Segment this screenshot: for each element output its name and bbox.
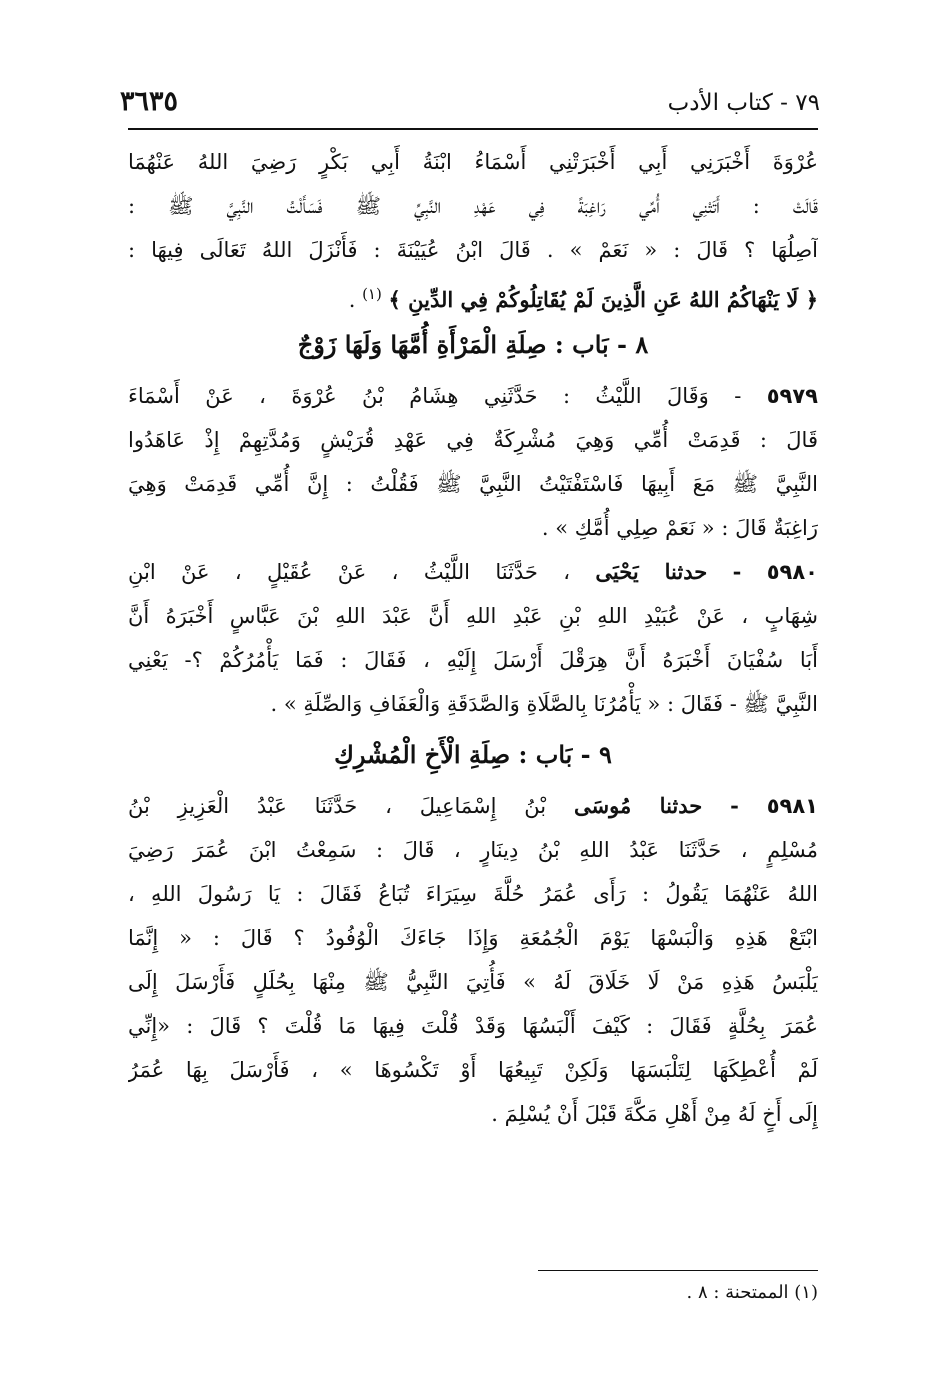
hadith-text: بْنُ إِسْمَاعِيلَ ، حَدَّثَنَا عَبْدُ الْعَزِيزِ بْنُ bbox=[128, 794, 547, 818]
chapter-title: ٧٩ - كتاب الأدب bbox=[667, 90, 820, 116]
hadith-text: - وَقَالَ اللَّيْثُ : حَدَّثَنِي هِشَامُ بْنُ عُرْوَةَ ، عَنْ أَسْمَاءَ bbox=[128, 384, 742, 408]
text-line: عُمَرَ بِحُلَّةٍ فَقَالَ : كَيْفَ أَلْبَسُهَا وَقَدْ قُلْتَ فِيهَا مَا قُلْتَ ؟ قَالَ : «إِنِّي bbox=[128, 1014, 818, 1038]
header-rule bbox=[128, 128, 818, 130]
chapter-heading-8: ٨ - بَاب : صِلَةِ الْمَرْأَةِ أُمَّهَا وَلَهَا زَوْجٌ bbox=[297, 330, 649, 359]
text-line: آصِلُهَا ؟ قَالَ : « نَعَمْ » . قَالَ ابْنُ عُيَيْنَةَ : فَأَنْزَلَ اللهُ تَعَالَى فِيهَا : bbox=[128, 238, 818, 262]
text-line: النَّبِيَّ ﷺ - فَقَالَ : « يَأْمُرُنَا بِالصَّلَاةِ وَالصَّدَقَةِ وَالْعَفَافِ وَالصِّلَةِ » . bbox=[270, 692, 818, 716]
hadith-5980-first-line bbox=[128, 550, 818, 594]
hadith-number: ٥٩٨١ bbox=[766, 794, 818, 818]
footnote-marker: (١) bbox=[362, 285, 382, 303]
hadith-number: ٥٩٧٩ bbox=[766, 384, 818, 408]
hadith-narrator: حدثنا يَحْيَى bbox=[595, 559, 708, 584]
verse-end-mark: . bbox=[348, 288, 356, 312]
text-line: اللهُ عَنْهُمَا يَقُولُ : رَأَى عُمَرُ حُلَّةَ سِيَرَاءَ تُبَاعُ فَقَالَ : يَا رَسُولَ اللهِ ، bbox=[128, 882, 818, 906]
footnote-rule bbox=[538, 1270, 818, 1271]
text-line: أَبَا سُفْيَانَ أَخْبَرَهُ أَنَّ هِرَقْلَ أَرْسَلَ إِلَيْهِ ، فَقَالَ : فَمَا يَأْمُرُكُمْ ؟- يَعْنِي bbox=[128, 648, 818, 672]
hadith-5979-first-line bbox=[128, 374, 818, 418]
page-header bbox=[120, 86, 820, 126]
quran-verse-line bbox=[128, 272, 818, 316]
hadith-number: ٥٩٨٠ bbox=[766, 560, 818, 584]
text-line: قَالَ : قَدِمَتْ أُمِّي وَهِيَ مُشْرِكَةٌ فِي عَهْدِ قُرَيْشٍ وَمُدَّتِهِمْ إِذْ عَاهَدُوا bbox=[128, 428, 818, 452]
hadith-text: ، حَدَّثَنَا اللَّيْثُ ، عَنْ عُقَيْلٍ ، عَنْ ابْنِ bbox=[128, 560, 571, 584]
text-line: مُسْلِمٍ ، حَدَّثَنَا عَبْدُ اللهِ بْنُ دِينَارٍ ، قَالَ : سَمِعْتُ ابْنَ عُمَرَ رَضِيَ bbox=[128, 838, 818, 862]
text-line: قَالَتْ : أَتَتْنِي أُمِّي رَاغِبَةً فِي عَهْدِ النَّبِيِّ ﷺ فَسَأَلْتُ النَّبِيَّ ﷺ : bbox=[128, 194, 818, 218]
hadith-narrator: حدثنا مُوسَى bbox=[574, 793, 703, 818]
text-line: عُرْوَةَ أَخْبَرَنِي أَبِي أَخْبَرَتْنِي أَسْمَاءُ ابْنَةُ أَبِي بَكْرٍ رَضِيَ اللهُ عَنْهُمَا bbox=[128, 150, 818, 174]
text-line: رَاغِبَةٌ قَالَ : « نَعَمْ صِلِي أُمَّكِ » . bbox=[541, 516, 818, 540]
footnote: (١) الممتحنة : ٨ . bbox=[686, 1282, 818, 1303]
text-line: لَمْ أُعْطِكَهَا لِتَلْبَسَهَا وَلَكِنْ تَبِيعُهَا أَوْ تَكْسُوهَا » ، فَأَرْسَلَ بِهَا عُمَرُ bbox=[128, 1058, 818, 1082]
hadith-dash: - bbox=[732, 559, 742, 584]
page-body bbox=[128, 140, 818, 1136]
text-line: النَّبِيَّ ﷺ مَعَ أَبِيهَا فَاسْتَفْتَيْتُ النَّبِيَّ ﷺ فَقُلْتُ : إِنَّ أُمِّي قَدِمَتْ وَهِيَ bbox=[128, 472, 818, 496]
text-line: شِهَابٍ ، عَنْ عُبَيْدِ اللهِ بْنِ عَبْدِ اللهِ أَنَّ عَبْدَ اللهِ بْنَ عَبَّاسٍ أَخْبَرَهُ أَنَّ bbox=[128, 604, 818, 628]
text-line: إِلَى أَخٍ لَهُ مِنْ أَهْلِ مَكَّةَ قَبْلَ أَنْ يُسْلِمَ . bbox=[491, 1102, 818, 1126]
chapter-heading-9: ٩ - بَاب : صِلَةِ الْأَخِ الْمُشْرِكِ bbox=[334, 740, 612, 769]
page-number: ٣٦٣٥ bbox=[120, 86, 179, 117]
quran-verse: ﴿ لَا يَنْهَاكُمُ اللهُ عَنِ الَّذِينَ لَمْ يُقَاتِلُوكُمْ فِي الدِّينِ ﴾ bbox=[388, 287, 818, 312]
hadith-dash: - bbox=[730, 793, 739, 818]
hadith-5981-first-line bbox=[128, 784, 818, 828]
text-line: يَلْبَسُ هَذِهِ مَنْ لَا خَلَاقَ لَهُ » فَأُتِيَ النَّبِيُّ ﷺ مِنْهَا بِحُلَلٍ فَأَرْسَلَ إِلَى bbox=[128, 970, 818, 994]
text-line: ابْتَعْ هَذِهِ وَالْبَسْهَا يَوْمَ الْجُمُعَةِ وَإِذَا جَاءَكَ الْوُفُودُ ؟ قَالَ : « إِنَّمَا bbox=[128, 926, 818, 950]
